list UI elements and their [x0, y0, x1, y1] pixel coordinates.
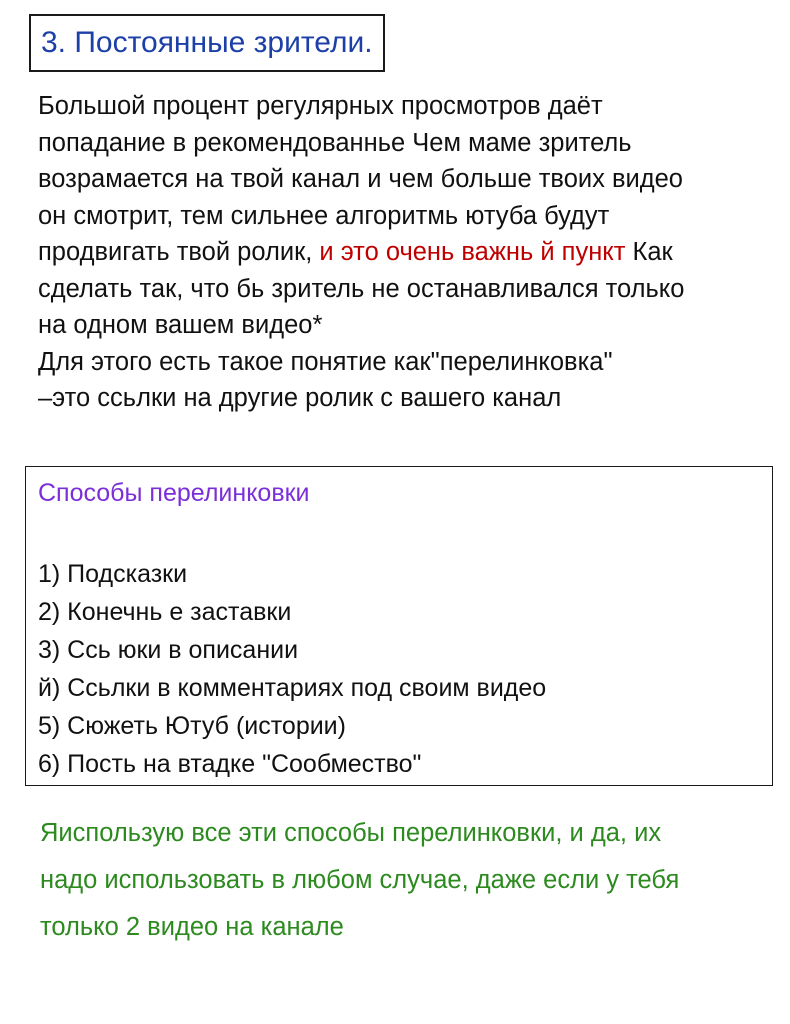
intro-line: –это ссьлки на другие ролик с вашего канал [38, 384, 562, 412]
outro-paragraph [40, 810, 760, 951]
intro-line: сделать так, что бь зритель не останавливался только [38, 274, 685, 303]
intro-line-suffix: Как [625, 238, 673, 266]
important-point-highlight: и это очень важнь й пункт [319, 238, 626, 266]
linking-methods-box [25, 466, 773, 786]
page-title: 3. Постоянные зрители. [41, 26, 373, 59]
intro-line: Для этого есть такое понятие как"перелинковка" [38, 347, 613, 376]
list-item: 1) Подсказки [38, 560, 188, 588]
intro-line-prefix: продвигать твой ролик, [38, 238, 320, 266]
list-item: 2) Конечнь е заставки [38, 598, 292, 626]
methods-title: Способы перелинковки [38, 479, 310, 507]
methods-list [38, 555, 546, 783]
intro-line-with-highlight [38, 234, 758, 271]
intro-paragraph [38, 88, 758, 417]
intro-line: попадание в рекомендованнье Чем маме зритель [38, 128, 632, 157]
intro-line: на одном вашем видео* [38, 311, 323, 339]
title-box [29, 14, 385, 72]
outro-line: Яиспользую все эти способы перелинковки, и да, их [40, 819, 662, 847]
list-item: 6) Пость на втадке "Сообмество" [38, 750, 422, 778]
outro-line: надо использовать в любом случае, даже если у тебя [40, 866, 680, 894]
intro-line: Большой процент регулярных просмотров даёт [38, 92, 603, 120]
outro-line: только 2 видео на канале [40, 913, 344, 941]
list-item: 5) Сюжеть Ютуб (истории) [38, 712, 346, 740]
intro-line: возрамается на твой канал и чем больше твоих видео [38, 165, 683, 193]
list-item: й) Ссьлки в комментариях под своим видео [38, 674, 547, 702]
intro-line: он смотрит, тем сильнее алгоритмь ютуба будут [38, 201, 610, 230]
list-item: 3) Ссь юки в описании [38, 636, 299, 664]
